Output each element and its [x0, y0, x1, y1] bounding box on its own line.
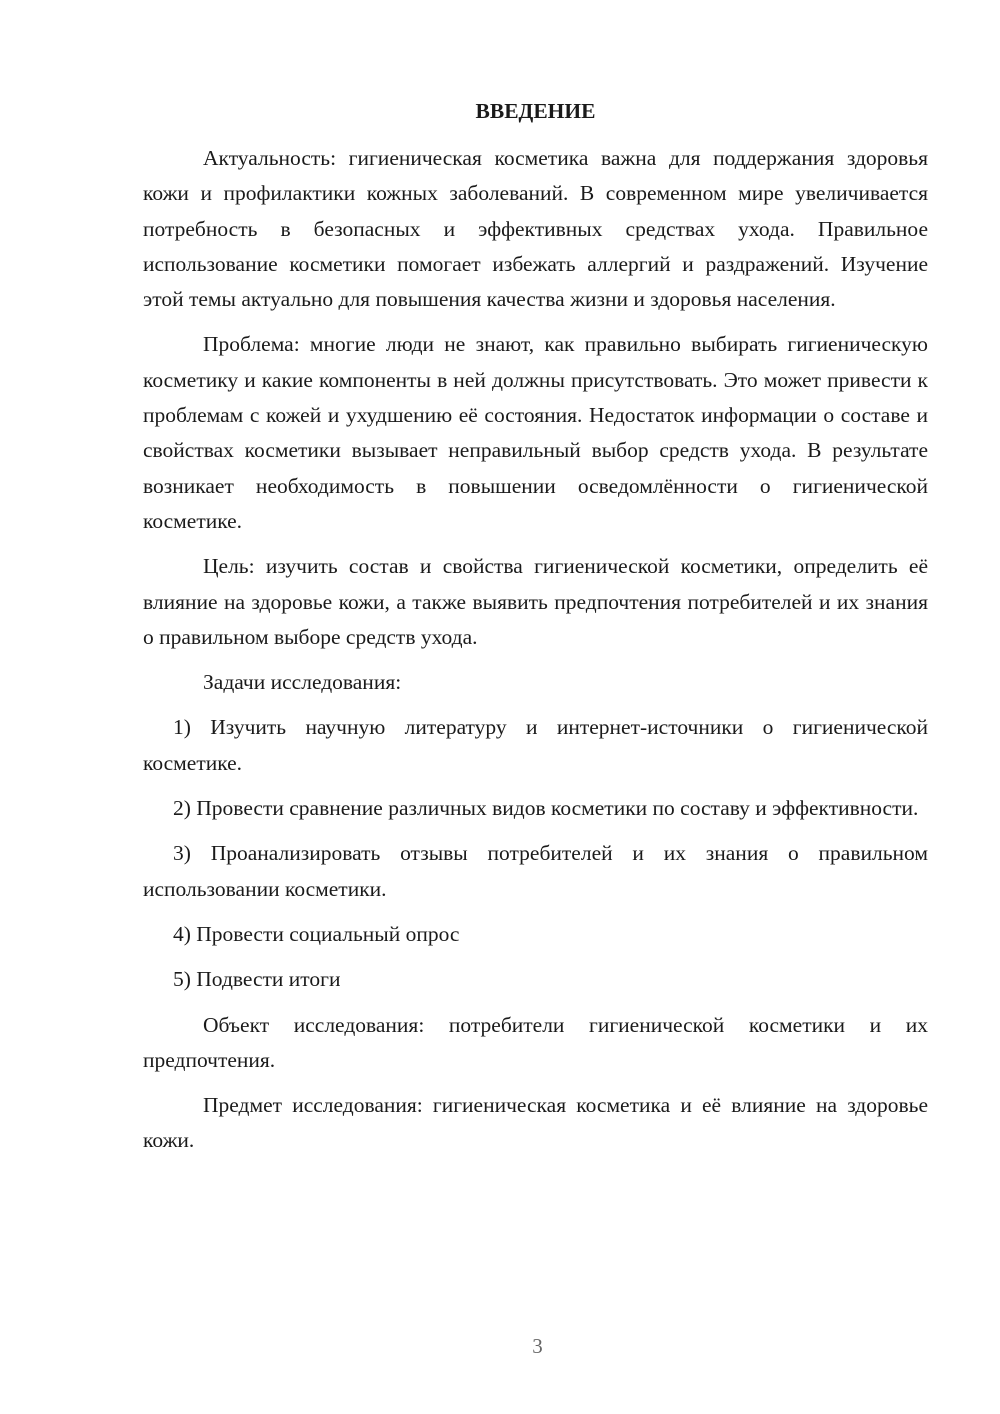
paragraph-subject: Предмет исследования: гигиеническая косметика и её влияние на здоровье кожи. [143, 1093, 928, 1153]
paragraph-object: Объект исследования: потребители гигиенической косметики и их предпочтения. [143, 1012, 928, 1072]
section-title: ВВЕДЕНИЕ [475, 99, 596, 123]
tasks-heading: Задачи исследования: [203, 670, 402, 695]
task-item-5: 5) Подвести итоги [173, 967, 341, 992]
tasks-list [143, 710, 928, 997]
paragraph-goal: Цель: изучить состав и свойства гигиенической косметики, определить её влияние на здоровье кожи, а также выявить предпочтения потребителей и их знания о правильном выборе средств ухода. [143, 554, 928, 649]
task-item-2: 2) Провести сравнение различных видов косметики по составу и эффективности. [173, 796, 919, 821]
paragraph-relevance: Актуальность: гигиеническая косметика важна для поддержания здоровья кожи и профилактики кожных заболеваний. В современном мире увеличивается потребность в безопасных и эффективных средствах ухода. Правильное использование косметики помогает избежать аллергий и раздражений. Изучение этой темы актуально для повышения качества жизни и здоровья населения. [143, 146, 928, 312]
page-content [143, 94, 928, 1159]
page-number: 3 [532, 1334, 543, 1358]
task-item-4: 4) Провести социальный опрос [173, 921, 460, 946]
paragraph-problem: Проблема: многие люди не знают, как правильно выбирать гигиеническую косметику и какие компоненты в ней должны присутствовать. Это может привести к проблемам с кожей и ухудшению её состояния. Недостаток информации о составе и свойствах косметики вызывает неправильный выбор средств ухода. В результате возникает необходимость в повышении осведомлённости о гигиенической косметике. [143, 332, 928, 533]
task-item-3: 3) Проанализировать отзывы потребителей и их знания о правильном использовании косметики. [143, 841, 928, 901]
task-item-1: 1) Изучить научную литературу и интернет-источники о гигиенической косметике. [143, 715, 928, 775]
